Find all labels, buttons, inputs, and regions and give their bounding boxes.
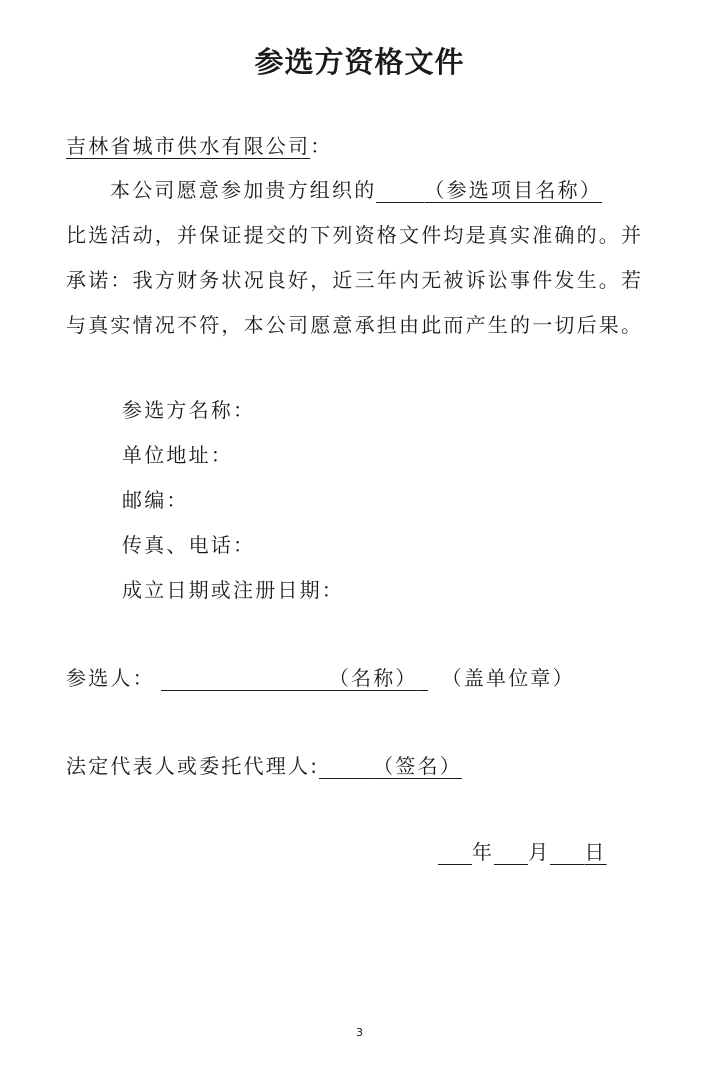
document-title: 参选方资格文件	[254, 45, 465, 79]
project-name-hint: （参选项目名称）	[424, 178, 603, 202]
representative-label: 法定代表人或委托代理人:	[66, 754, 320, 778]
month-label: 月	[528, 840, 551, 864]
representative-line	[66, 752, 462, 780]
field-address-label: 单位地址：	[122, 443, 233, 467]
year-blank	[438, 842, 472, 865]
paragraph-line-2: 比选活动，并保证提交的下列资格文件均是真实准确的。并	[66, 223, 644, 247]
addressee: 吉林省城市供水有限公司	[66, 134, 311, 158]
seal-hint: （盖单位章）	[441, 666, 575, 690]
bidder-trailing-blank	[418, 668, 428, 691]
field-name-label: 参选方名称：	[122, 398, 256, 422]
bidder-name-hint: （名称）	[328, 666, 418, 690]
bidder-line	[66, 664, 575, 692]
paragraph-line-1-prefix: 本公司愿意参加贵方组织的	[110, 178, 377, 202]
page-number: 3	[356, 1026, 363, 1039]
field-fax-phone-label: 传真、电话：	[122, 533, 256, 557]
bidder-name-blank	[161, 668, 329, 691]
paragraph-line-4: 与真实情况不符，本公司愿意承担由此而产生的一切后果。	[66, 313, 644, 337]
date-line	[438, 838, 607, 866]
addressee-colon: ：	[310, 134, 333, 158]
paragraph-line-1	[110, 176, 602, 204]
bidder-label: 参选人：	[66, 666, 155, 690]
field-postcode-label: 邮编：	[122, 488, 189, 512]
sign-hint: （签名）	[373, 754, 462, 778]
day-label: 日	[584, 840, 607, 864]
month-blank	[494, 842, 528, 865]
year-label: 年	[472, 840, 495, 864]
addressee-line	[66, 132, 332, 160]
paragraph-line-3: 承诺：我方财务状况良好，近三年内无被诉讼事件发生。若	[66, 268, 644, 292]
project-blank	[376, 180, 424, 203]
day-blank	[550, 842, 584, 865]
field-established-date-label: 成立日期或注册日期：	[122, 578, 344, 602]
representative-blank	[319, 756, 373, 779]
